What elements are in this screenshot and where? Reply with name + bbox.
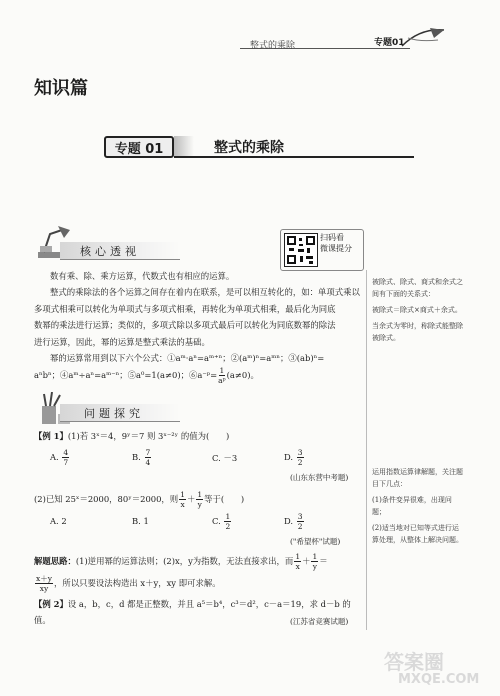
- ex1-q2-pre: (2)已知 25ˣ＝2000，80ʸ＝2000，则: [34, 494, 179, 504]
- side-note-3: 当余式为零时，称除式能整除被除式。: [372, 322, 463, 342]
- option-fraction: [62, 448, 69, 467]
- side-note-1: 被除式、除式、商式和余式之间有下面的关系式：: [372, 278, 463, 298]
- plus-sign: ＋: [186, 494, 196, 504]
- side-note2-2: (1)条件变异很难，出现问题；: [372, 496, 452, 516]
- frac-num: 3: [297, 448, 303, 457]
- topic-underline: [174, 156, 414, 158]
- solution-tail: ，所以只要设法构造出 x＋y，xy 即可求解。: [53, 578, 221, 588]
- side-note2-3: (2)适当地对已知等式进行运算处理，从整体上解决问题。: [372, 524, 463, 544]
- frac-num: 1: [197, 490, 203, 499]
- ex1-q2-source: ("希望杯"试题): [290, 537, 341, 546]
- frac-den: 4: [145, 458, 151, 467]
- ex1-q1: [34, 430, 229, 442]
- frac-den: x: [295, 562, 300, 571]
- watermark-logo: 答案圈: [384, 650, 444, 674]
- core-line-6: 幂的运算常用到以下六个公式：①aᵐ·aⁿ=aᵐ⁺ⁿ；②(aᵐ)ⁿ=aᵐⁿ；③(ab)ⁿ=: [50, 353, 325, 364]
- q2-frac-1: [179, 490, 186, 509]
- header-subtitle: 整式的乘除: [250, 41, 296, 51]
- option-fraction: [297, 512, 304, 531]
- frac-den: 2: [225, 522, 231, 531]
- solution-tag: 解题思路：: [34, 556, 76, 566]
- formula-6-fraction: [218, 366, 225, 385]
- option-key: B.: [132, 516, 141, 526]
- frac-den: 7: [63, 458, 69, 467]
- side-note2-1: 运用指数运算律解题，关注题目下几点：: [372, 468, 463, 488]
- topic-title: 整式的乘除: [214, 140, 284, 156]
- ex2-tag: 【例 2】: [34, 599, 68, 609]
- ex1-q1-text: (1)若 3ˣ＝4，9ʸ＝7 则 3ˣ⁻²ʸ 的值为( ): [67, 431, 230, 441]
- frac-num: 4: [63, 448, 69, 457]
- equals-sign: ＝: [319, 556, 328, 566]
- core-line-7-text: aⁿbⁿ；④aᵐ÷aⁿ=aᵐ⁻ⁿ；⑤a⁰=1(a≠0)；⑥a⁻ᵖ=: [34, 370, 218, 381]
- ex1-q2: [34, 490, 244, 509]
- ex1-q1-option-b[interactable]: [132, 448, 152, 467]
- qr-code-icon[interactable]: [284, 233, 318, 267]
- qr-caption-line2: 微课提分: [320, 244, 352, 253]
- option-key: D.: [284, 452, 294, 462]
- ex2-line-1: [34, 598, 351, 610]
- watermark-url: MXQE.COM: [398, 672, 480, 687]
- option-value: 1: [143, 516, 149, 526]
- core-text: [34, 268, 364, 385]
- core-line-5: 进行运算，因此，幂的运算是整式乘法的基础。: [34, 336, 210, 347]
- pen-decoration-icon: [400, 24, 446, 50]
- ex1-q1-option-c[interactable]: [212, 452, 237, 464]
- frac-num: 1: [225, 512, 231, 521]
- frac-den: y: [197, 500, 202, 509]
- ex1-q2-option-c[interactable]: [212, 512, 232, 531]
- solution-line: [34, 552, 328, 571]
- option-key: A.: [50, 452, 59, 462]
- core-label: 核心透视: [80, 245, 140, 258]
- ex1-tag: 【例 1】: [34, 431, 68, 441]
- sol-frac-3: [35, 574, 53, 593]
- option-key: C.: [212, 453, 221, 463]
- frac-num: 1: [180, 490, 185, 499]
- margin-rule: [366, 270, 367, 630]
- section-title: 知识篇: [34, 78, 88, 99]
- ex2-source: (江苏省竞赛试题): [290, 617, 349, 626]
- frac-num: 1: [312, 552, 318, 561]
- ex1-q1-source: (山东东营中考题): [290, 473, 349, 482]
- ex1-q1-option-d[interactable]: [284, 448, 305, 467]
- frac-den: xy: [39, 584, 49, 593]
- core-line-1: 数有乘、除、乘方运算，代数式也有相应的运算。: [50, 271, 235, 281]
- ex2-line-2: 值。: [34, 615, 51, 625]
- option-key: C.: [212, 516, 221, 526]
- frac-num: 7: [145, 448, 151, 457]
- ex1-q2-post: 等于( ): [204, 494, 245, 504]
- solution-line-2: [34, 574, 221, 593]
- frac-den: x: [180, 500, 185, 509]
- topic-label-box: 专题 01: [104, 136, 174, 158]
- side-notes: [372, 276, 464, 348]
- option-key: D.: [284, 516, 294, 526]
- explore-label: 问题探究: [84, 407, 144, 420]
- option-fraction: [224, 512, 231, 531]
- solution-text: (1)逆用幂的运算法则；(2)x，y为指数，无法直接求出，而: [75, 556, 294, 566]
- core-line-7-tail: (a≠0)。: [226, 370, 259, 381]
- option-fraction: [297, 448, 304, 467]
- side-notes-2: [372, 466, 464, 550]
- option-fraction: [145, 448, 152, 467]
- ex2-text: 设 a，b，c，d 都是正整数，并且 a⁵＝b⁴，c³＝d²，c－a＝19，求 d－b 的: [67, 599, 351, 609]
- core-line-2: 整式的乘除法的各个运算之间存在着内在联系，是可以相互转化的，如：单项式乘以: [50, 287, 360, 298]
- ex1-q2-option-d[interactable]: [284, 512, 305, 531]
- sol-frac-2: [311, 552, 318, 571]
- ex1-q1-option-a[interactable]: [50, 448, 70, 467]
- option-key: B.: [132, 452, 141, 462]
- frac-num: 3: [297, 512, 303, 521]
- qr-caption: [320, 232, 352, 254]
- frac-den: y: [312, 562, 317, 571]
- sol-frac-1: [294, 552, 301, 571]
- topic-shade: [174, 136, 194, 156]
- core-line-4: 数幂的乘法进行运算；类似的，多项式除以多项式最后可以转化为同底数幂的除法: [34, 320, 336, 331]
- option-key: A.: [50, 516, 59, 526]
- formula-6-num: 1: [219, 366, 225, 376]
- ex1-q2-option-b[interactable]: [132, 516, 149, 526]
- core-line-7: [34, 366, 364, 385]
- plus-sign: ＋: [302, 556, 311, 566]
- header-topic-no: 专题01: [374, 38, 405, 48]
- frac-den: 2: [297, 522, 303, 531]
- q2-frac-2: [196, 490, 203, 509]
- ex1-q2-option-a[interactable]: [50, 516, 67, 526]
- core-line-3: 多项式相乘可以转化为单项式与多项式相乘，再转化为单项式相乘，最后化为同底: [34, 303, 336, 314]
- formula-6-den: aᵖ: [218, 376, 226, 386]
- side-note-2: 被除式＝除式×商式＋余式。: [372, 306, 462, 314]
- frac-num: x＋y: [36, 574, 52, 583]
- frac-num: 1: [295, 552, 301, 561]
- qr-caption-line1: 扫码看: [320, 233, 344, 242]
- option-value: 2: [61, 516, 67, 526]
- frac-den: 2: [297, 458, 303, 467]
- option-value: －3: [223, 453, 238, 463]
